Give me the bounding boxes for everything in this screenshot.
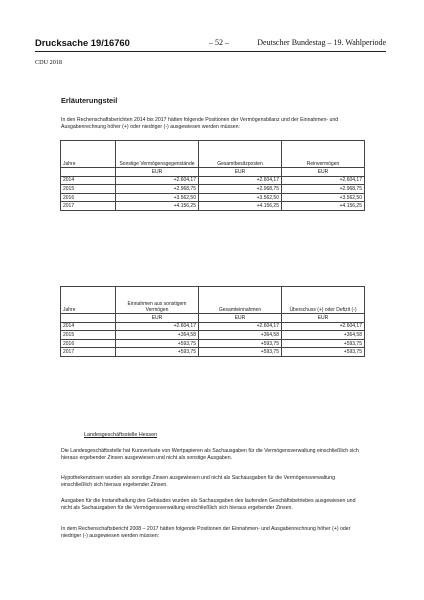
value-cell: +2.604,17 (116, 176, 199, 185)
value-cell: +4.156,25 (116, 202, 199, 211)
page-header (35, 37, 386, 52)
table-header-row (61, 141, 365, 168)
year-cell: 2014 (61, 176, 116, 185)
value-cell: +364,58 (282, 331, 365, 340)
table-row (61, 202, 365, 211)
unit-cell: EUR (199, 168, 282, 177)
table-header-row (61, 287, 365, 314)
column-header: Einnahmen aus sonstigem Vermögen (116, 287, 199, 314)
unit-cell: EUR (116, 168, 199, 177)
year-cell: 2015 (61, 331, 116, 340)
table-row (61, 339, 365, 348)
column-header: Jahre (61, 141, 116, 168)
table-row (61, 348, 365, 357)
column-header: Überschuss (+) oder Defizit (-) (282, 287, 365, 314)
year-cell: 2016 (61, 339, 116, 348)
paragraph: Die Landesgeschäftsstelle hat Kursverluste von Wertpapieren als Sachausgaben für die Vermögensverwaltung einschließlich sich hieraus ergebender Zinsen ausgewiesen und nicht als sonstige Ausgaben. (61, 448, 359, 462)
income-table (60, 286, 365, 357)
value-cell: +2.604,17 (282, 322, 365, 331)
table-unit-row (61, 168, 365, 177)
column-header: Jahre (61, 287, 116, 314)
value-cell: +364,58 (199, 331, 282, 340)
unit-cell (61, 168, 116, 177)
column-header: Sonstige Vermögensgegenstände (116, 141, 199, 168)
table-row (61, 193, 365, 202)
value-cell: +3.562,50 (282, 193, 365, 202)
value-cell: +3.562,50 (116, 193, 199, 202)
value-cell: +593,75 (282, 348, 365, 357)
column-header: Reinvermögen (282, 141, 365, 168)
value-cell: +364,58 (116, 331, 199, 340)
section-title: Erläuterungsteil (61, 96, 118, 105)
table-unit-row (61, 314, 365, 323)
value-cell: +2.604,17 (199, 176, 282, 185)
table-row (61, 331, 365, 340)
value-cell: +2.604,17 (116, 322, 199, 331)
year-cell: 2014 (61, 322, 116, 331)
unit-cell (61, 314, 116, 323)
year-cell: 2015 (61, 185, 116, 194)
balance-table (60, 140, 365, 211)
unit-cell: EUR (282, 314, 365, 323)
year-cell: 2017 (61, 202, 116, 211)
value-cell: +593,75 (116, 348, 199, 357)
document-number: Drucksache 19/16760 (35, 37, 130, 48)
intro-paragraph: In den Rechenschaftsberichten 2014 bis 2017 hätten folgende Positionen der Vermögensbilanz und der Einnahmen- und Ausgabenrechnung höher (+) oder niedriger (-) ausgewiesen werden müssen: (61, 117, 339, 131)
publisher-label: Deutscher Bundestag – 19. Wahlperiode (257, 38, 386, 47)
subsection-title: Landesgeschäftsstelle Hessen (84, 432, 158, 438)
column-header: Gesamtbesitzposten (199, 141, 282, 168)
value-cell: +593,75 (199, 348, 282, 357)
year-cell: 2017 (61, 348, 116, 357)
page-number: – 52 – (209, 38, 229, 47)
value-cell: +2.968,75 (282, 185, 365, 194)
value-cell: +593,75 (282, 339, 365, 348)
value-cell: +3.562,50 (199, 193, 282, 202)
value-cell: +4.156,25 (199, 202, 282, 211)
year-cell: 2016 (61, 193, 116, 202)
table-row (61, 322, 365, 331)
column-header: Gesamteinnahmen (199, 287, 282, 314)
value-cell: +4.156,25 (282, 202, 365, 211)
value-cell: +593,75 (116, 339, 199, 348)
unit-cell: EUR (116, 314, 199, 323)
unit-cell: EUR (282, 168, 365, 177)
paragraph: Ausgaben für die Instandhaltung des Gebäudes wurden als Sachausgaben des laufenden Geschäftsbetriebes ausgewiesen und nicht als Sachausgaben für die Vermögensverwaltung einschließlich sich hieraus ergebender Zinsen. (61, 498, 356, 512)
paragraph: In dem Rechenschaftsbericht 2008 – 2017 hätten folgende Positionen der Einnahmen- und Ausgabenrechnung höher (+) oder niedriger (-) ausgewiesen werden müssen: (61, 526, 351, 540)
value-cell: +2.968,75 (199, 185, 282, 194)
unit-cell: EUR (199, 314, 282, 323)
table-row (61, 176, 365, 185)
paragraph: Hypothekenzinsen wurden als sonstige Zinsen ausgewiesen und nicht als Sachausgaben für die Vermögensverwaltung einschließlich sich hieraus ergebender Zinsen. (61, 475, 335, 489)
party-label: CDU 2018 (35, 59, 62, 66)
value-cell: +593,75 (199, 339, 282, 348)
value-cell: +2.968,75 (116, 185, 199, 194)
value-cell: +2.604,17 (199, 322, 282, 331)
table-row (61, 185, 365, 194)
value-cell: +2.604,17 (282, 176, 365, 185)
